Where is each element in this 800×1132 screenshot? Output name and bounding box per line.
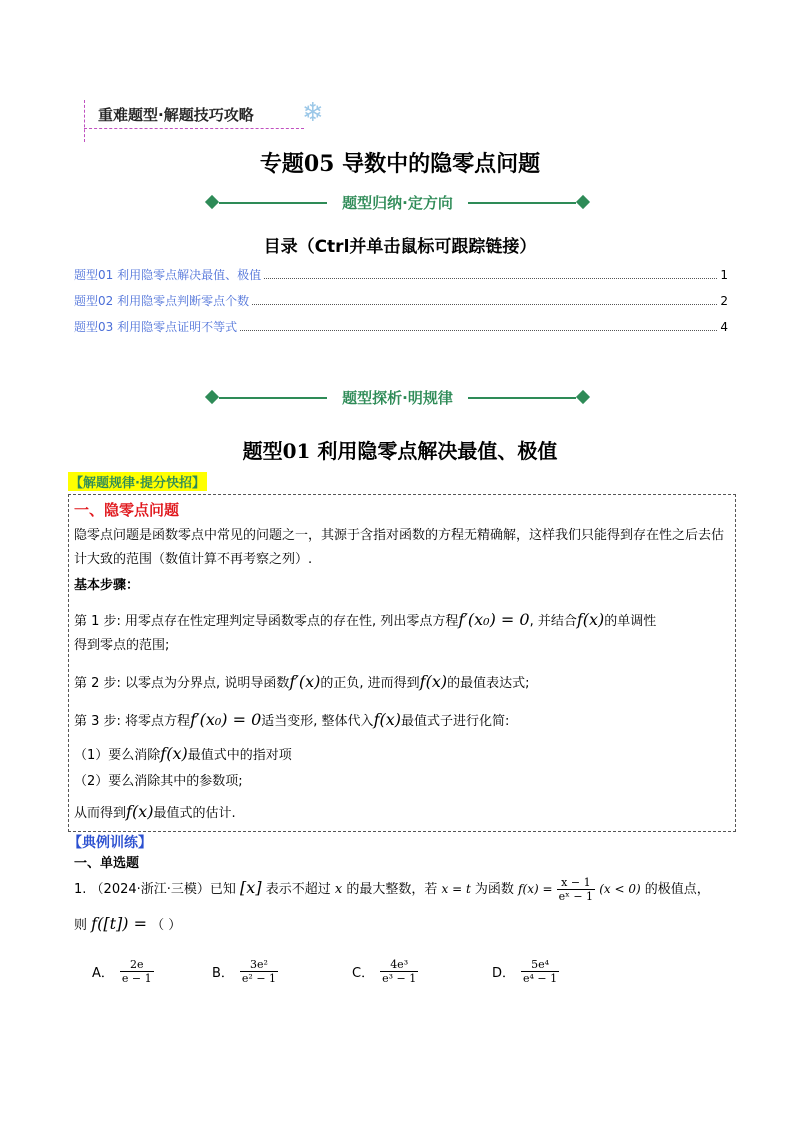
option-b[interactable] xyxy=(212,958,278,985)
fraction-denominator: e⁴ − 1 xyxy=(523,972,558,985)
badge-divider xyxy=(84,100,85,142)
tip-label: 【解题规律·提分快招】 xyxy=(68,472,207,491)
question-1-line2 xyxy=(74,914,734,933)
question-text: 表示不超过 xyxy=(265,882,331,897)
option-label: D． xyxy=(492,966,516,981)
answer-blank: （ ） xyxy=(151,918,182,933)
example-label: 【典例训练】 xyxy=(68,835,152,851)
option-label: C． xyxy=(352,966,375,981)
step-text: 的单调性 xyxy=(604,614,657,629)
fraction xyxy=(380,958,418,985)
step-text: 最值式中的指对项 xyxy=(187,748,292,763)
math-expr: (x < 0) xyxy=(599,882,641,896)
fraction-denominator: e − 1 xyxy=(121,972,152,985)
fraction-numerator: 2e xyxy=(120,958,154,972)
question-text: 则 xyxy=(74,918,88,933)
step-1 xyxy=(74,608,724,658)
option-label: B． xyxy=(212,966,234,981)
question-text: （2024·浙江·三模）已知 xyxy=(90,882,236,897)
math-expr: [x] xyxy=(240,878,262,897)
question-text: 的极值点， xyxy=(644,882,710,897)
sub-step-2: （2）要么消除其中的参数项; xyxy=(74,774,243,789)
toc-title: 目录（Ctrl并单击鼠标可跟踪链接） xyxy=(263,237,537,257)
math-expr: x xyxy=(334,882,343,897)
fraction-numerator: x − 1 xyxy=(557,876,595,890)
fraction xyxy=(120,958,154,985)
fraction-denominator: e³ − 1 xyxy=(382,972,417,985)
badge-underline xyxy=(84,128,304,129)
step-text: 第 2 步: 以零点为分界点, 说明导函数 xyxy=(74,676,290,691)
math-expr: f′(x) xyxy=(289,672,321,691)
toc-link[interactable] xyxy=(74,292,728,309)
step-text: 第 1 步: 用零点存在性定理判定导函数零点的存在性, 列出零点方程 xyxy=(74,614,459,629)
option-a[interactable] xyxy=(92,958,154,985)
step-text: 的最值表达式; xyxy=(447,676,530,691)
banner-line xyxy=(468,202,576,204)
toc-leader xyxy=(264,268,717,279)
snowflake-icon: ❄ xyxy=(302,98,324,128)
banner-label: 题型归纳·定方向 xyxy=(342,194,453,212)
box-heading: 一、隐零点问题 xyxy=(74,501,180,519)
banner-classify xyxy=(205,194,590,212)
option-label: A． xyxy=(92,966,114,981)
step-text: 适当变形, 整体代入 xyxy=(261,714,374,729)
fraction xyxy=(240,958,278,985)
intro-paragraph: 隐零点问题是函数零点中常见的问题之一，其源于含指对函数的方程无精确解，这样我们只能得到存在性之后去估计大致的范围（数值计算不再考察之列）. xyxy=(74,528,725,567)
option-c[interactable] xyxy=(352,958,418,985)
math-expr: f′(x₀) = 0 xyxy=(190,710,262,729)
math-expr: f(x) = xyxy=(518,882,553,896)
subsection-title: 一、单选题 xyxy=(74,856,140,871)
math-expr: x = t xyxy=(441,882,471,896)
step-text: 得到零点的范围; xyxy=(74,638,170,653)
step-3 xyxy=(74,708,724,734)
fraction xyxy=(557,876,595,903)
conclusion xyxy=(74,800,724,826)
toc-page: 2 xyxy=(720,294,728,308)
steps-title: 基本步骤： xyxy=(74,578,140,593)
step-text: 第 3 步: 将零点方程 xyxy=(74,714,191,729)
header-badge: 重难题型·解题技巧攻略 xyxy=(98,106,254,124)
page-title: 专题05 导数中的隐零点问题 xyxy=(259,151,541,177)
fraction-denominator: eˣ − 1 xyxy=(558,890,594,903)
question-text: 为函数 xyxy=(474,882,514,897)
step-text: （1）要么消除 xyxy=(74,748,161,763)
toc-label: 题型01 利用隐零点解决最值、极值 xyxy=(74,268,262,282)
question-text: 的最大整数，若 xyxy=(346,882,438,897)
toc-label: 题型03 利用隐零点证明不等式 xyxy=(74,320,238,334)
toc-leader xyxy=(240,320,717,331)
fraction-numerator: 4e³ xyxy=(380,958,418,972)
math-expr: f(x) xyxy=(126,802,154,821)
step-text: 的正负, 进而得到 xyxy=(320,676,420,691)
fraction-denominator: e² − 1 xyxy=(241,972,277,985)
math-expr: f(x) xyxy=(160,744,188,763)
toc-page: 1 xyxy=(720,268,728,282)
math-expr: f′(x₀) = 0 xyxy=(458,610,530,629)
toc-page: 4 xyxy=(720,320,728,334)
math-expr: f([t]) = xyxy=(91,914,147,933)
math-expr: f(x) xyxy=(576,610,605,629)
fraction xyxy=(521,958,559,985)
section-title: 题型01 利用隐零点解决最值、极值 xyxy=(242,439,558,463)
question-number: 1. xyxy=(74,882,87,897)
step-text: 从而得到 xyxy=(74,806,127,821)
step-text: , 并结合 xyxy=(529,614,577,629)
step-text: 最值式的估计. xyxy=(153,806,236,821)
toc-link[interactable] xyxy=(74,266,728,283)
sub-step-1 xyxy=(74,742,724,768)
toc-link[interactable] xyxy=(74,318,728,335)
toc-label: 题型02 利用隐零点判断零点个数 xyxy=(74,294,250,308)
banner-label: 题型探析·明规律 xyxy=(342,389,453,407)
step-text: 最值式子进行化简: xyxy=(401,714,510,729)
question-1 xyxy=(74,876,734,903)
step-2 xyxy=(74,670,724,696)
banner-line xyxy=(468,397,576,399)
toc-leader xyxy=(252,294,717,305)
banner-analysis xyxy=(205,389,590,407)
option-d[interactable] xyxy=(492,958,559,985)
fraction-numerator: 5e⁴ xyxy=(521,958,559,972)
math-expr: f(x) xyxy=(373,710,401,729)
math-expr: f(x) xyxy=(419,672,448,691)
fraction-numerator: 3e² xyxy=(240,958,278,972)
